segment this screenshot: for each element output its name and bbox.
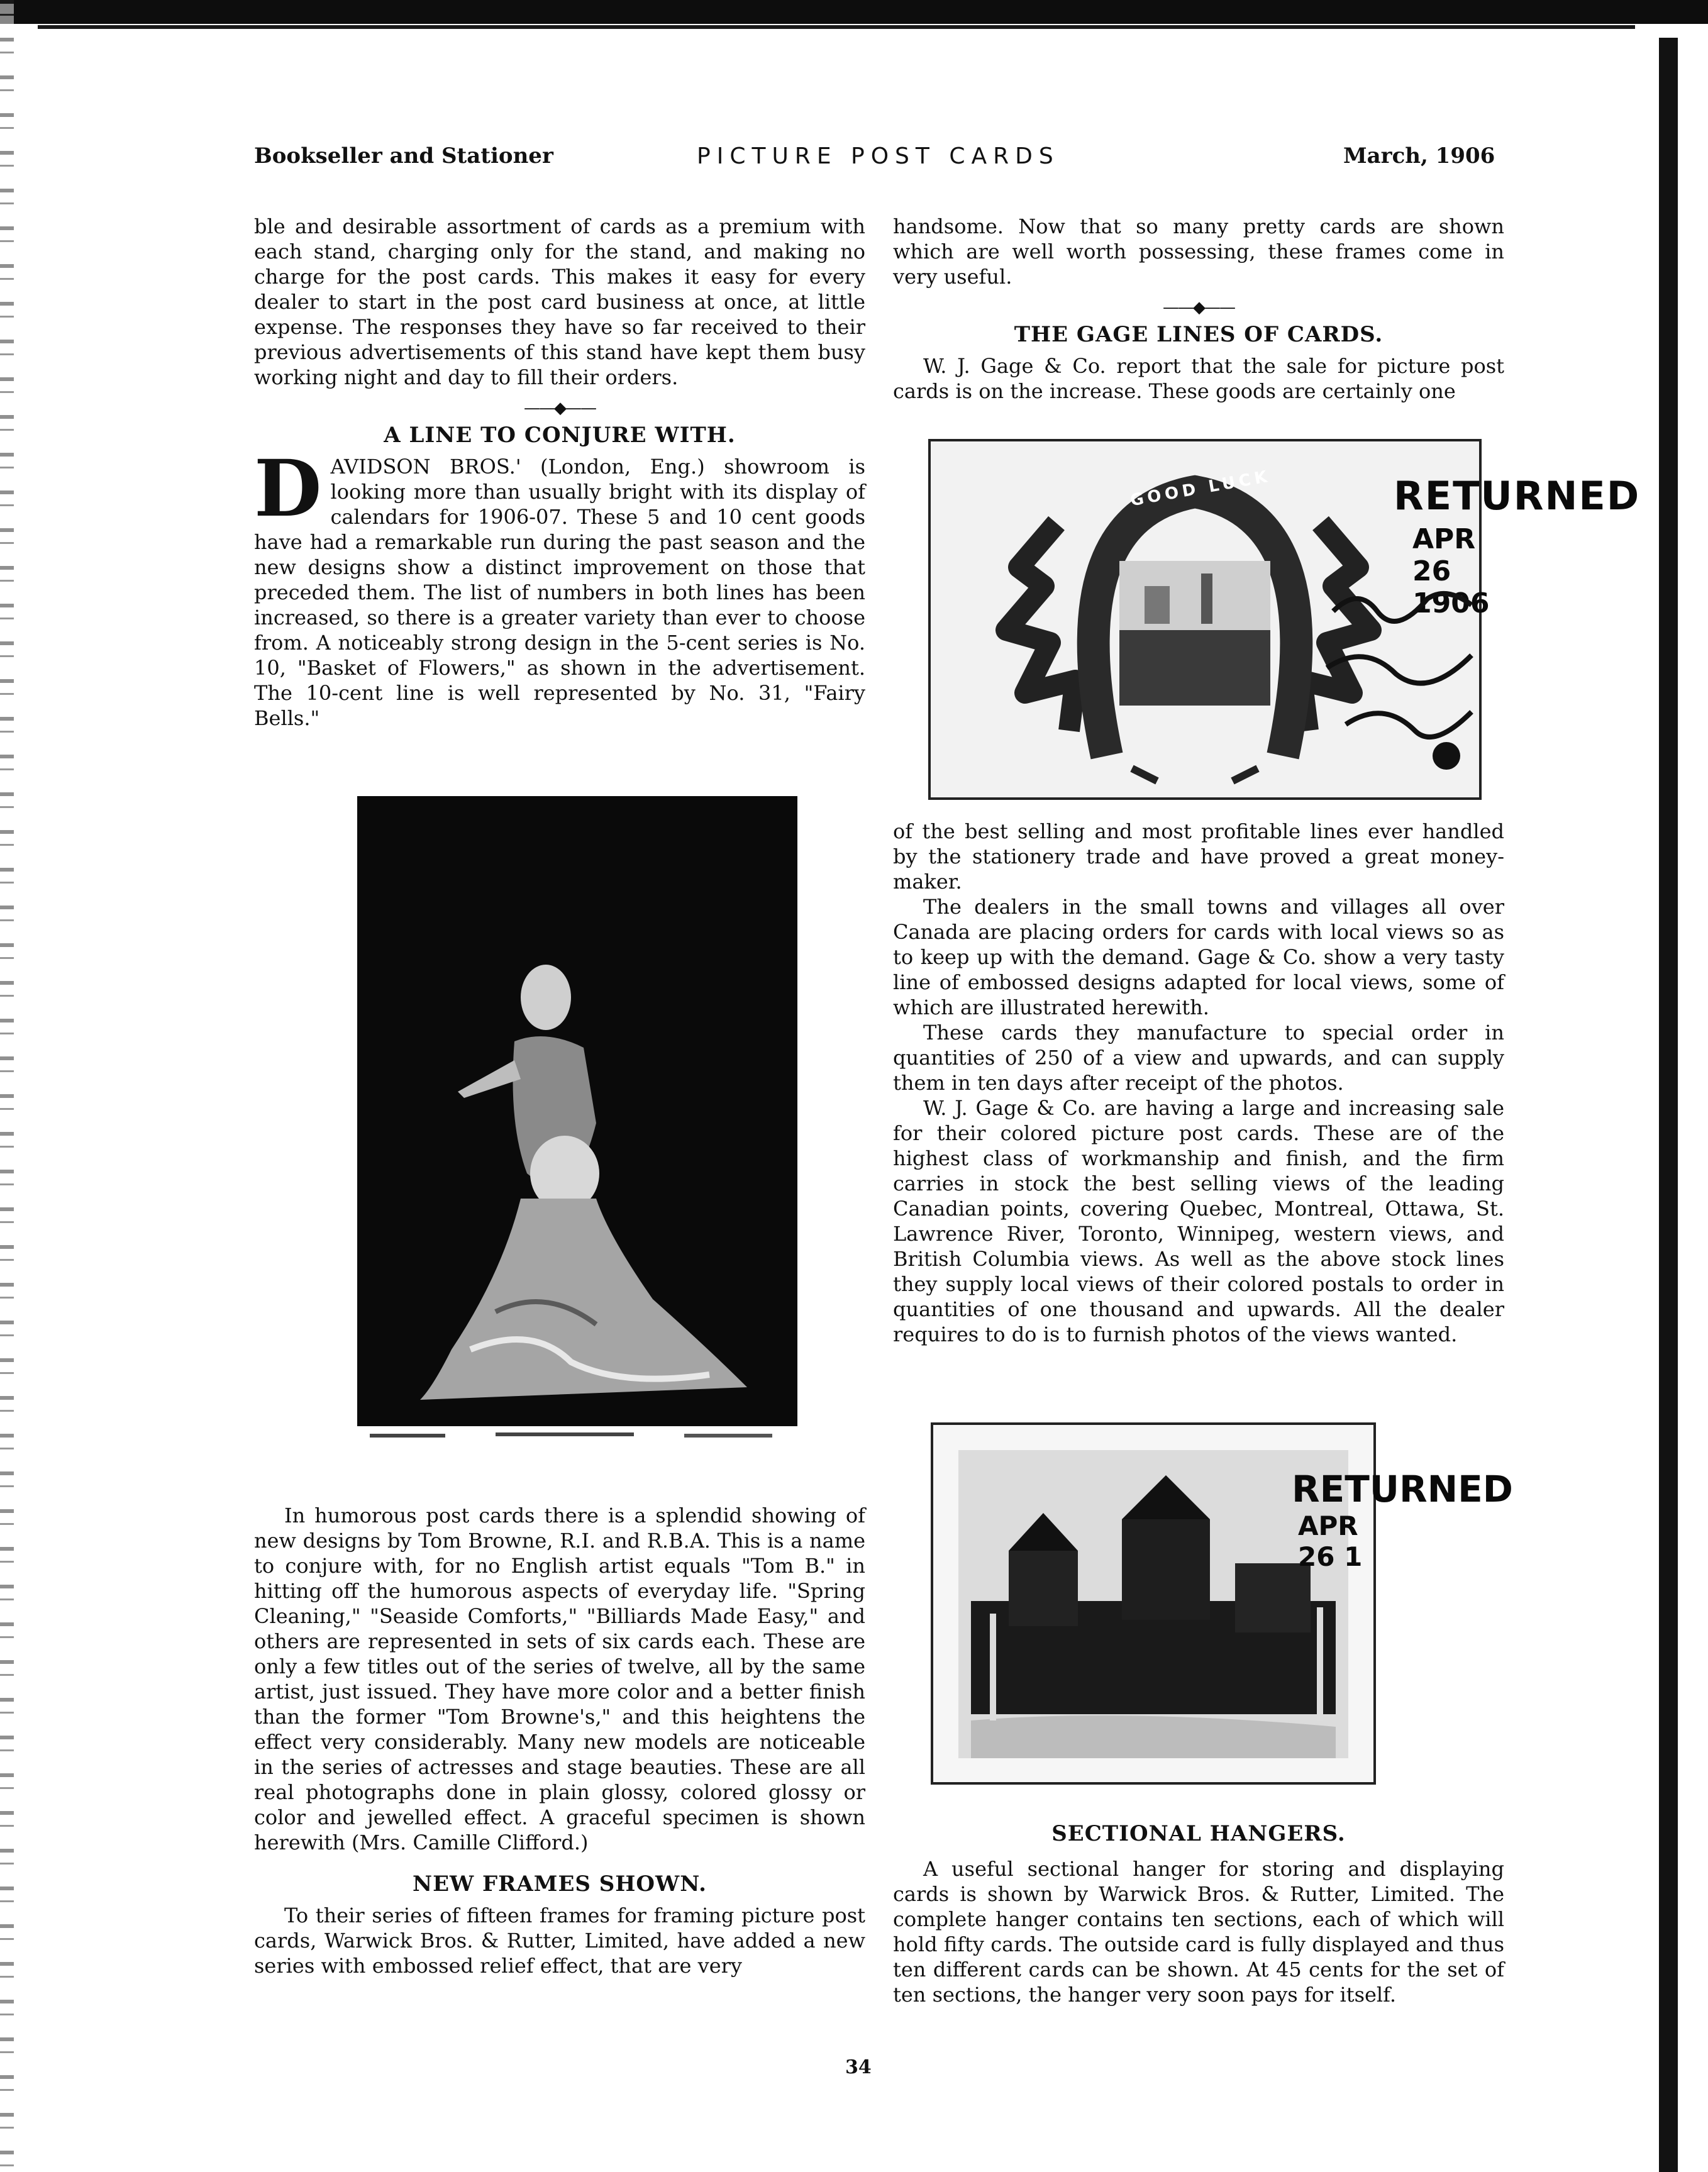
humorous-cards-paragraph: In humorous post cards there is a splendid showing of new designs by Tom Browne, R.I. and R.B.A. This is a name to conjure with, for no English artist equals "Tom B." in hitting off the humorous aspects of everyday life. "Spring Cleaning," "Seaside Comforts," "Billiards Made Easy," and others are represented in sets of six cards each. These are only a few titles out of the series of twelve, all by the same artist, just issued. They have more color and a better finish than the former "Tom Browne's," and this heightens the effect very considerably. Many new models are noticeable in the series of actresses and stage beauties. These are all real photographs done in plain glossy, colored glossy or color and jewelled effect. A graceful specimen is shown herewith (Mrs. Camille Clifford.) — [254, 1504, 865, 1854]
running-header-section: PICTURE POST CARDS — [697, 143, 1060, 169]
handwritten-signature-mark — [1321, 573, 1478, 787]
returned-stamp-1-word: RETURNED — [1394, 473, 1641, 519]
left-column-bottom — [254, 1503, 865, 1978]
photo-caption-strip — [357, 1427, 797, 1453]
heading-new-frames: NEW FRAMES SHOWN. — [413, 1871, 707, 1897]
running-header-date: March, 1906 — [1343, 143, 1495, 169]
parliament-building-postcard-image — [931, 1422, 1513, 1785]
right-column-bottom — [893, 1821, 1504, 2007]
gage-paragraph-4: These cards they manufacture to special order in quantities of 250 of a view and upwards, and can supply them in ten days after receipt of the photos. — [893, 1021, 1504, 1095]
returned-stamp-2-date: APR 26 1 — [1298, 1510, 1363, 1572]
left-section1-paragraph — [254, 443, 865, 731]
actress-photograph — [357, 796, 797, 1426]
scan-right-border — [1659, 38, 1678, 2172]
good-luck-arc-text: GOOD LUCK — [1129, 467, 1273, 511]
returned-stamp-1 — [1394, 473, 1640, 519]
scan-left-edge — [0, 0, 14, 2172]
actress-figure-illustration — [357, 796, 797, 1426]
right-column-middle — [893, 819, 1504, 1347]
section-divider: ——◆—— — [524, 399, 596, 418]
heading-line-to-conjure: A LINE TO CONJURE WITH. — [384, 423, 736, 448]
returned-stamp-2: RETURNED — [1292, 1468, 1513, 1510]
gage-paragraph-2: of the best selling and most profitable lines ever handled by the stationery trade and have proved a great money-maker. — [893, 819, 1504, 894]
heading-sectional-hangers: SECTIONAL HANGERS. — [1051, 1821, 1346, 1846]
drop-cap-letter: D — [254, 443, 322, 535]
right-intro-paragraph: handsome. Now that so many pretty cards are shown which are well worth possessing, these frames come in very useful. — [893, 214, 1504, 289]
page-number: 34 — [845, 2056, 872, 2078]
running-header-publication: Bookseller and Stationer — [254, 143, 553, 169]
good-luck-postcard-image — [928, 439, 1641, 800]
returned-stamp-1-date: APR 26 1906 — [1412, 523, 1490, 619]
gage-paragraph-5: W. J. Gage & Co. are having a large and increasing sale for their colored picture post cards. These are of the highest class of workmanship and finish, and the firm carries in stock the best selling views of the leading Canadian points, covering Quebec, Montreal, Ottawa, St. Lawrence River, Toronto, Winnipeg, western views, and British Columbia views. As well as the above stock lines they supply local views of their colored postals to order in quantities of one thousand and upwards. All the dealer requires to do is to furnish photos of the views wanted. — [893, 1096, 1504, 1346]
new-frames-paragraph: To their series of fifteen frames for framing picture post cards, Warwick Bros. & Rutter, Limited, have added a new series with embossed relief effect, that are very — [254, 1903, 865, 1978]
left-column-top — [254, 214, 865, 731]
gage-paragraph-1: W. J. Gage & Co. report that the sale for picture post cards is on the increase. These goods are certainly one — [893, 354, 1504, 403]
sectional-hangers-paragraph: A useful sectional hanger for storing and displaying cards is shown by Warwick Bros. & Rutter, Limited. The complete hanger contains ten sections, each of which will hold fifty cards. The outside card is fully displayed and thus ten different cards can be shown. At 45 cents for the set of ten sections, the hanger very soon pays for itself. — [893, 1857, 1504, 2007]
scan-top-border — [0, 0, 1708, 24]
gage-paragraph-3: The dealers in the small towns and villages all over Canada are placing orders for cards with local views so as to keep up with the demand. Gage & Co. show a very tasty line of embossed designs adapted for local views, some of which are illustrated herewith. — [893, 895, 1504, 1019]
scan-top-border-thin — [38, 25, 1635, 29]
right-column-top — [893, 214, 1504, 404]
left-section1-text: AVIDSON BROS.' (London, Eng.) showroom is looking more than usually bright with its display of calendars for 1906-07. These 5 and 10 cent goods have had a remarkable run during the past season and the new designs show a distinct improvement on those that preceded them. The list of numbers in both lines has been increased, so there is a greater variety than ever to choose from. A noticeably strong design in the 5-cent series is No. 10, "Basket of Flowers," as shown in the advertisement. The 10-cent line is well represented by No. 31, "Fairy Bells." — [254, 455, 865, 730]
caption-mark — [370, 1434, 445, 1438]
heading-gage-lines: THE GAGE LINES OF CARDS. — [1014, 322, 1384, 347]
section-divider: ——◆—— — [1163, 298, 1234, 317]
caption-mark — [496, 1432, 634, 1436]
caption-mark — [684, 1434, 772, 1438]
left-intro-paragraph: ble and desirable assortment of cards as a premium with each stand, charging only for the stand, and making no charge for the post cards. This makes it easy for every dealer to start in the post card business at once, at little expense. The responses they have so far received to their previous advertisements of this stand have kept them busy working night and day to fill their orders. — [254, 214, 865, 389]
